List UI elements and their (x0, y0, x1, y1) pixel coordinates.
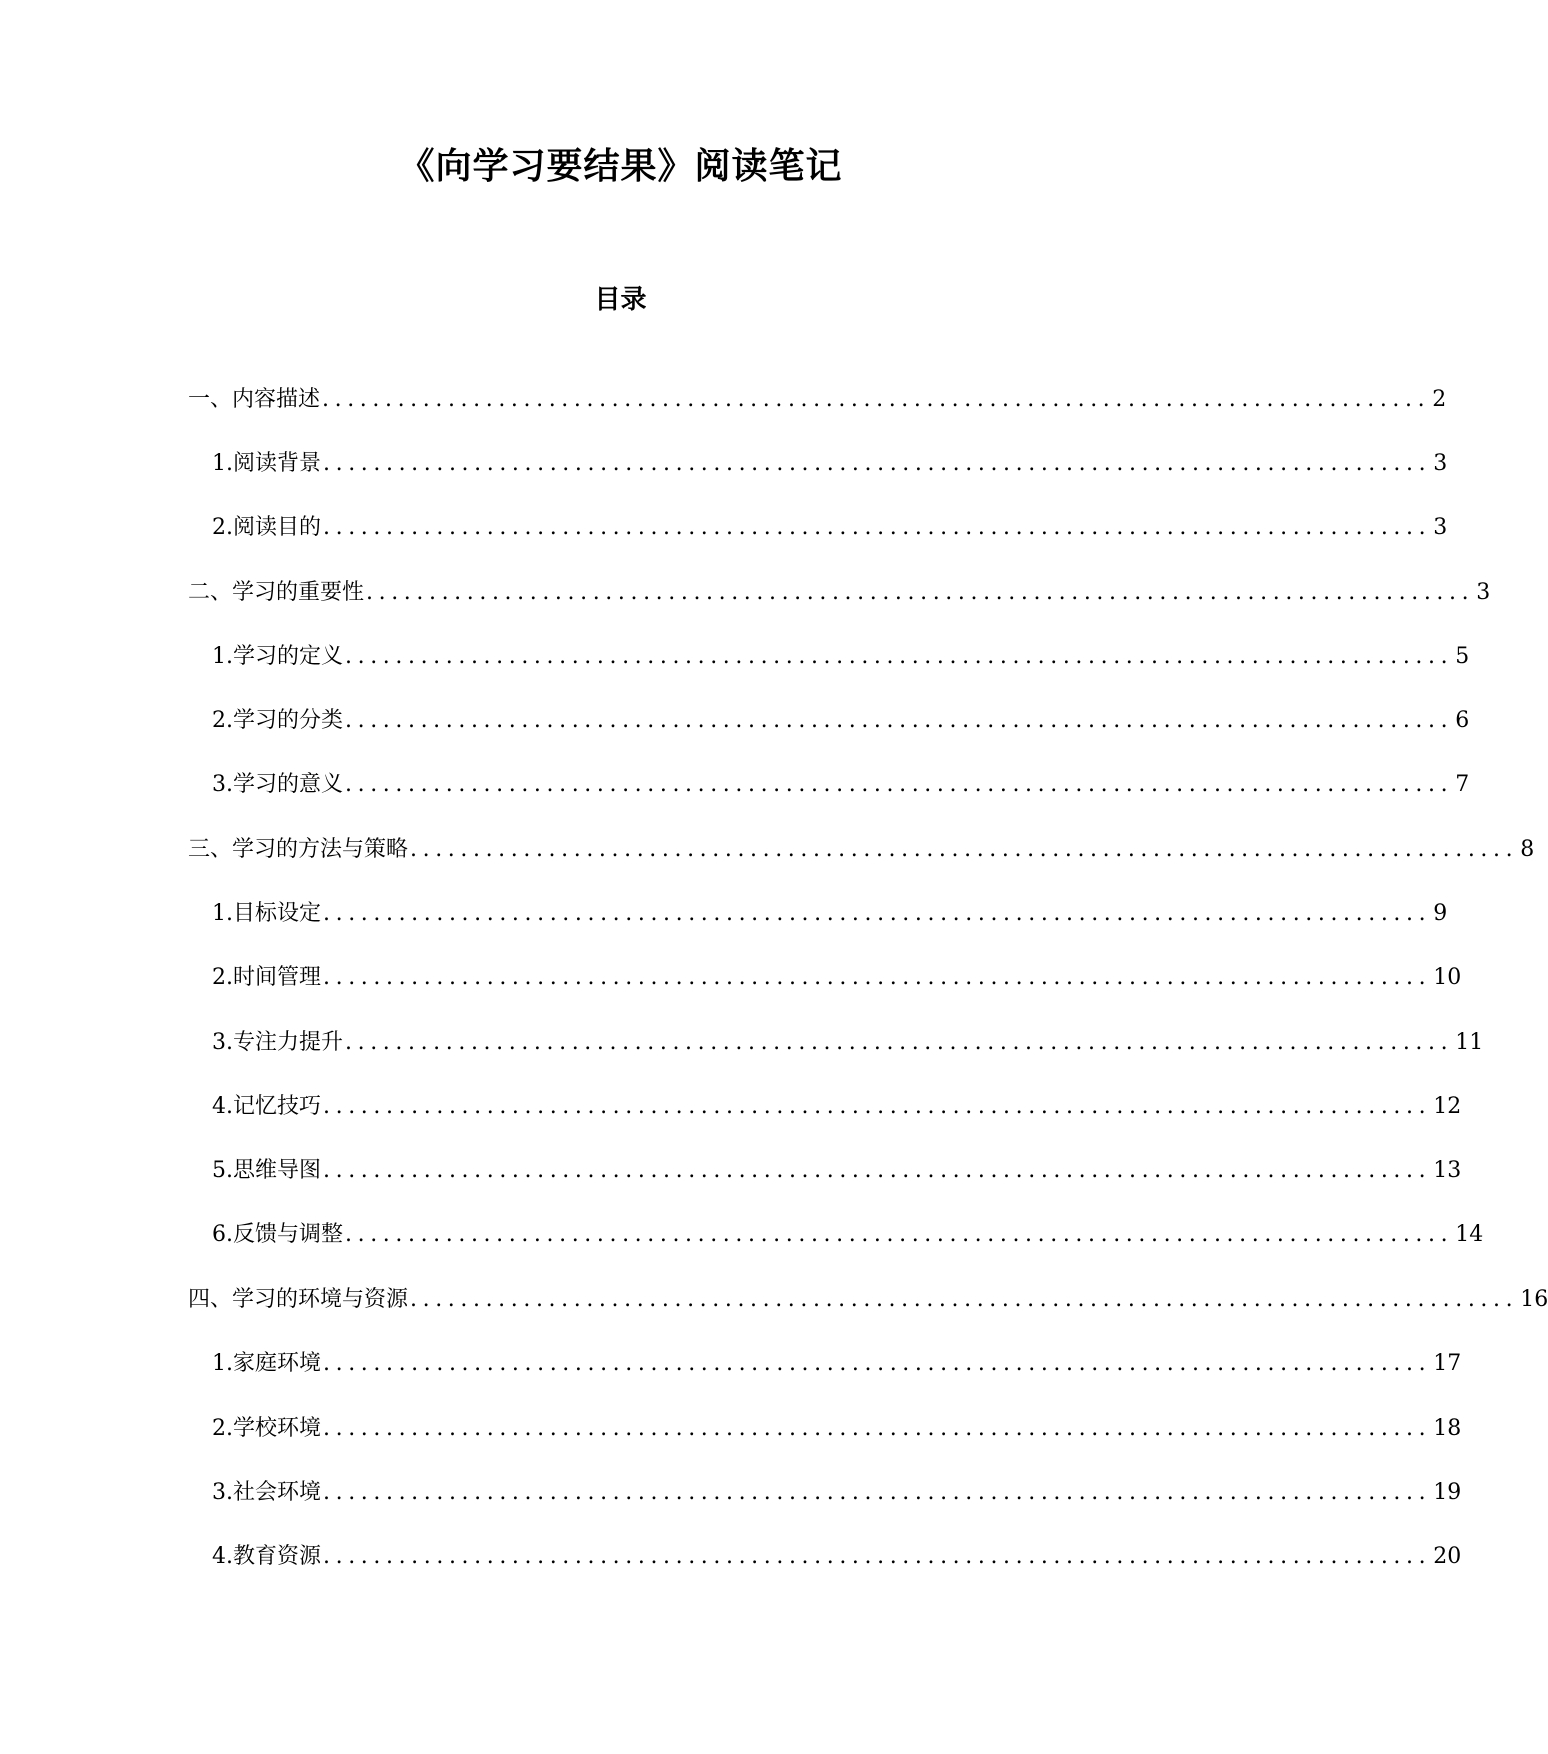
toc-dot-leader: ........................................................................................ (410, 837, 1519, 862)
toc-entry-number: 3. (212, 1030, 233, 1055)
toc-subsection[interactable] (212, 768, 1470, 802)
toc-dot-leader: ........................................................................................ (322, 387, 1431, 412)
toc-dot-leader: ........................................................................................ (323, 1480, 1432, 1505)
document-title: 《向学习要结果》阅读笔记 (398, 146, 843, 187)
toc-page-number: 2 (1432, 387, 1447, 412)
toc-section-1[interactable] (188, 383, 1447, 417)
toc-entry-number: 2. (212, 515, 233, 540)
toc-page-number: 13 (1433, 1158, 1462, 1183)
toc-subsection[interactable] (212, 961, 1462, 995)
toc-entry-label: 专注力提升 (233, 1030, 344, 1055)
toc-entry-label: 记忆技巧 (233, 1094, 322, 1119)
toc-dot-leader: ........................................................................................ (345, 1030, 1454, 1055)
toc-dot-leader: ........................................................................................ (366, 580, 1475, 605)
toc-page-number: 3 (1433, 515, 1448, 540)
toc-entry-number: 1. (212, 901, 233, 926)
toc-heading: 目录 (594, 285, 647, 315)
toc-entry-label: 思维导图 (233, 1158, 322, 1183)
toc-page-number: 14 (1455, 1222, 1484, 1247)
toc-section-4[interactable] (188, 1283, 1548, 1317)
toc-section-2[interactable] (188, 576, 1491, 610)
toc-subsection[interactable] (212, 1347, 1462, 1381)
toc-entry-number: 3. (212, 1480, 233, 1505)
toc-entry-number: 4. (212, 1094, 233, 1119)
toc-entry-number: 2. (212, 708, 233, 733)
toc-dot-leader: ........................................................................................ (323, 1416, 1432, 1441)
toc-entry-label: 一、内容描述 (188, 387, 321, 412)
toc-page-number: 11 (1455, 1030, 1484, 1055)
toc-entry-label: 阅读背景 (233, 451, 322, 476)
toc-entry-label: 二、学习的重要性 (188, 580, 365, 605)
toc-dot-leader: ........................................................................................ (410, 1287, 1519, 1312)
toc-entry-number: 5. (212, 1158, 233, 1183)
toc-entry-label: 四、学习的环境与资源 (188, 1287, 409, 1312)
toc-subsection[interactable] (212, 1476, 1462, 1510)
toc-page-number: 8 (1520, 837, 1535, 862)
toc-entry-label: 时间管理 (233, 965, 322, 990)
toc-dot-leader: ........................................................................................ (323, 515, 1432, 540)
toc-entry-number: 1. (212, 1351, 233, 1376)
toc-entry-number: 1. (212, 644, 233, 669)
toc-subsection[interactable] (212, 1090, 1462, 1124)
toc-dot-leader: ........................................................................................ (323, 451, 1432, 476)
toc-page-number: 3 (1433, 451, 1448, 476)
toc-dot-leader: ........................................................................................ (345, 708, 1454, 733)
toc-entry-label: 学校环境 (233, 1416, 322, 1441)
toc-dot-leader: ........................................................................................ (323, 901, 1432, 926)
toc-dot-leader: ........................................................................................ (345, 644, 1454, 669)
toc-entry-label: 社会环境 (233, 1480, 322, 1505)
toc-dot-leader: ........................................................................................ (323, 1544, 1432, 1569)
toc-dot-leader: ........................................................................................ (345, 1222, 1454, 1247)
toc-subsection[interactable] (212, 1540, 1462, 1574)
toc-page-number: 6 (1455, 708, 1470, 733)
toc-subsection[interactable] (212, 1412, 1462, 1446)
toc-subsection[interactable] (212, 511, 1448, 545)
toc-page-number: 3 (1476, 580, 1491, 605)
toc-page-number: 18 (1433, 1416, 1462, 1441)
toc-entry-label: 阅读目的 (233, 515, 322, 540)
toc-entry-label: 学习的分类 (233, 708, 344, 733)
toc-entry-number: 6. (212, 1222, 233, 1247)
toc-subsection[interactable] (212, 897, 1448, 931)
toc-subsection[interactable] (212, 1026, 1484, 1060)
toc-dot-leader: ........................................................................................ (323, 1158, 1432, 1183)
toc-entry-number: 2. (212, 1416, 233, 1441)
toc-dot-leader: ........................................................................................ (323, 1351, 1432, 1376)
toc-dot-leader: ........................................................................................ (323, 965, 1432, 990)
toc-entry-label: 家庭环境 (233, 1351, 322, 1376)
toc-entry-number: 3. (212, 772, 233, 797)
toc-page-number: 16 (1520, 1287, 1548, 1312)
toc-subsection[interactable] (212, 704, 1470, 738)
toc-page-number: 9 (1433, 901, 1448, 926)
toc-subsection[interactable] (212, 640, 1470, 674)
toc-section-3[interactable] (188, 833, 1535, 867)
toc-entry-label: 学习的定义 (233, 644, 344, 669)
toc-page-number: 10 (1433, 965, 1462, 990)
toc-entry-number: 4. (212, 1544, 233, 1569)
toc-subsection[interactable] (212, 1218, 1484, 1252)
toc-entry-label: 反馈与调整 (233, 1222, 344, 1247)
toc-subsection[interactable] (212, 1154, 1462, 1188)
toc-entry-label: 学习的意义 (233, 772, 344, 797)
toc-page-number: 7 (1455, 772, 1470, 797)
toc-subsection[interactable] (212, 447, 1448, 481)
toc-entry-label: 三、学习的方法与策略 (188, 837, 409, 862)
toc-page-number: 19 (1433, 1480, 1462, 1505)
toc-dot-leader: ........................................................................................ (323, 1094, 1432, 1119)
toc-dot-leader: ........................................................................................ (345, 772, 1454, 797)
toc-page-number: 12 (1433, 1094, 1462, 1119)
toc-entry-number: 1. (212, 451, 233, 476)
toc-entry-number: 2. (212, 965, 233, 990)
toc-page-number: 5 (1455, 644, 1470, 669)
toc-page-number: 17 (1433, 1351, 1462, 1376)
toc-entry-label: 目标设定 (233, 901, 322, 926)
toc-page-number: 20 (1433, 1544, 1462, 1569)
toc-entry-label: 教育资源 (233, 1544, 322, 1569)
